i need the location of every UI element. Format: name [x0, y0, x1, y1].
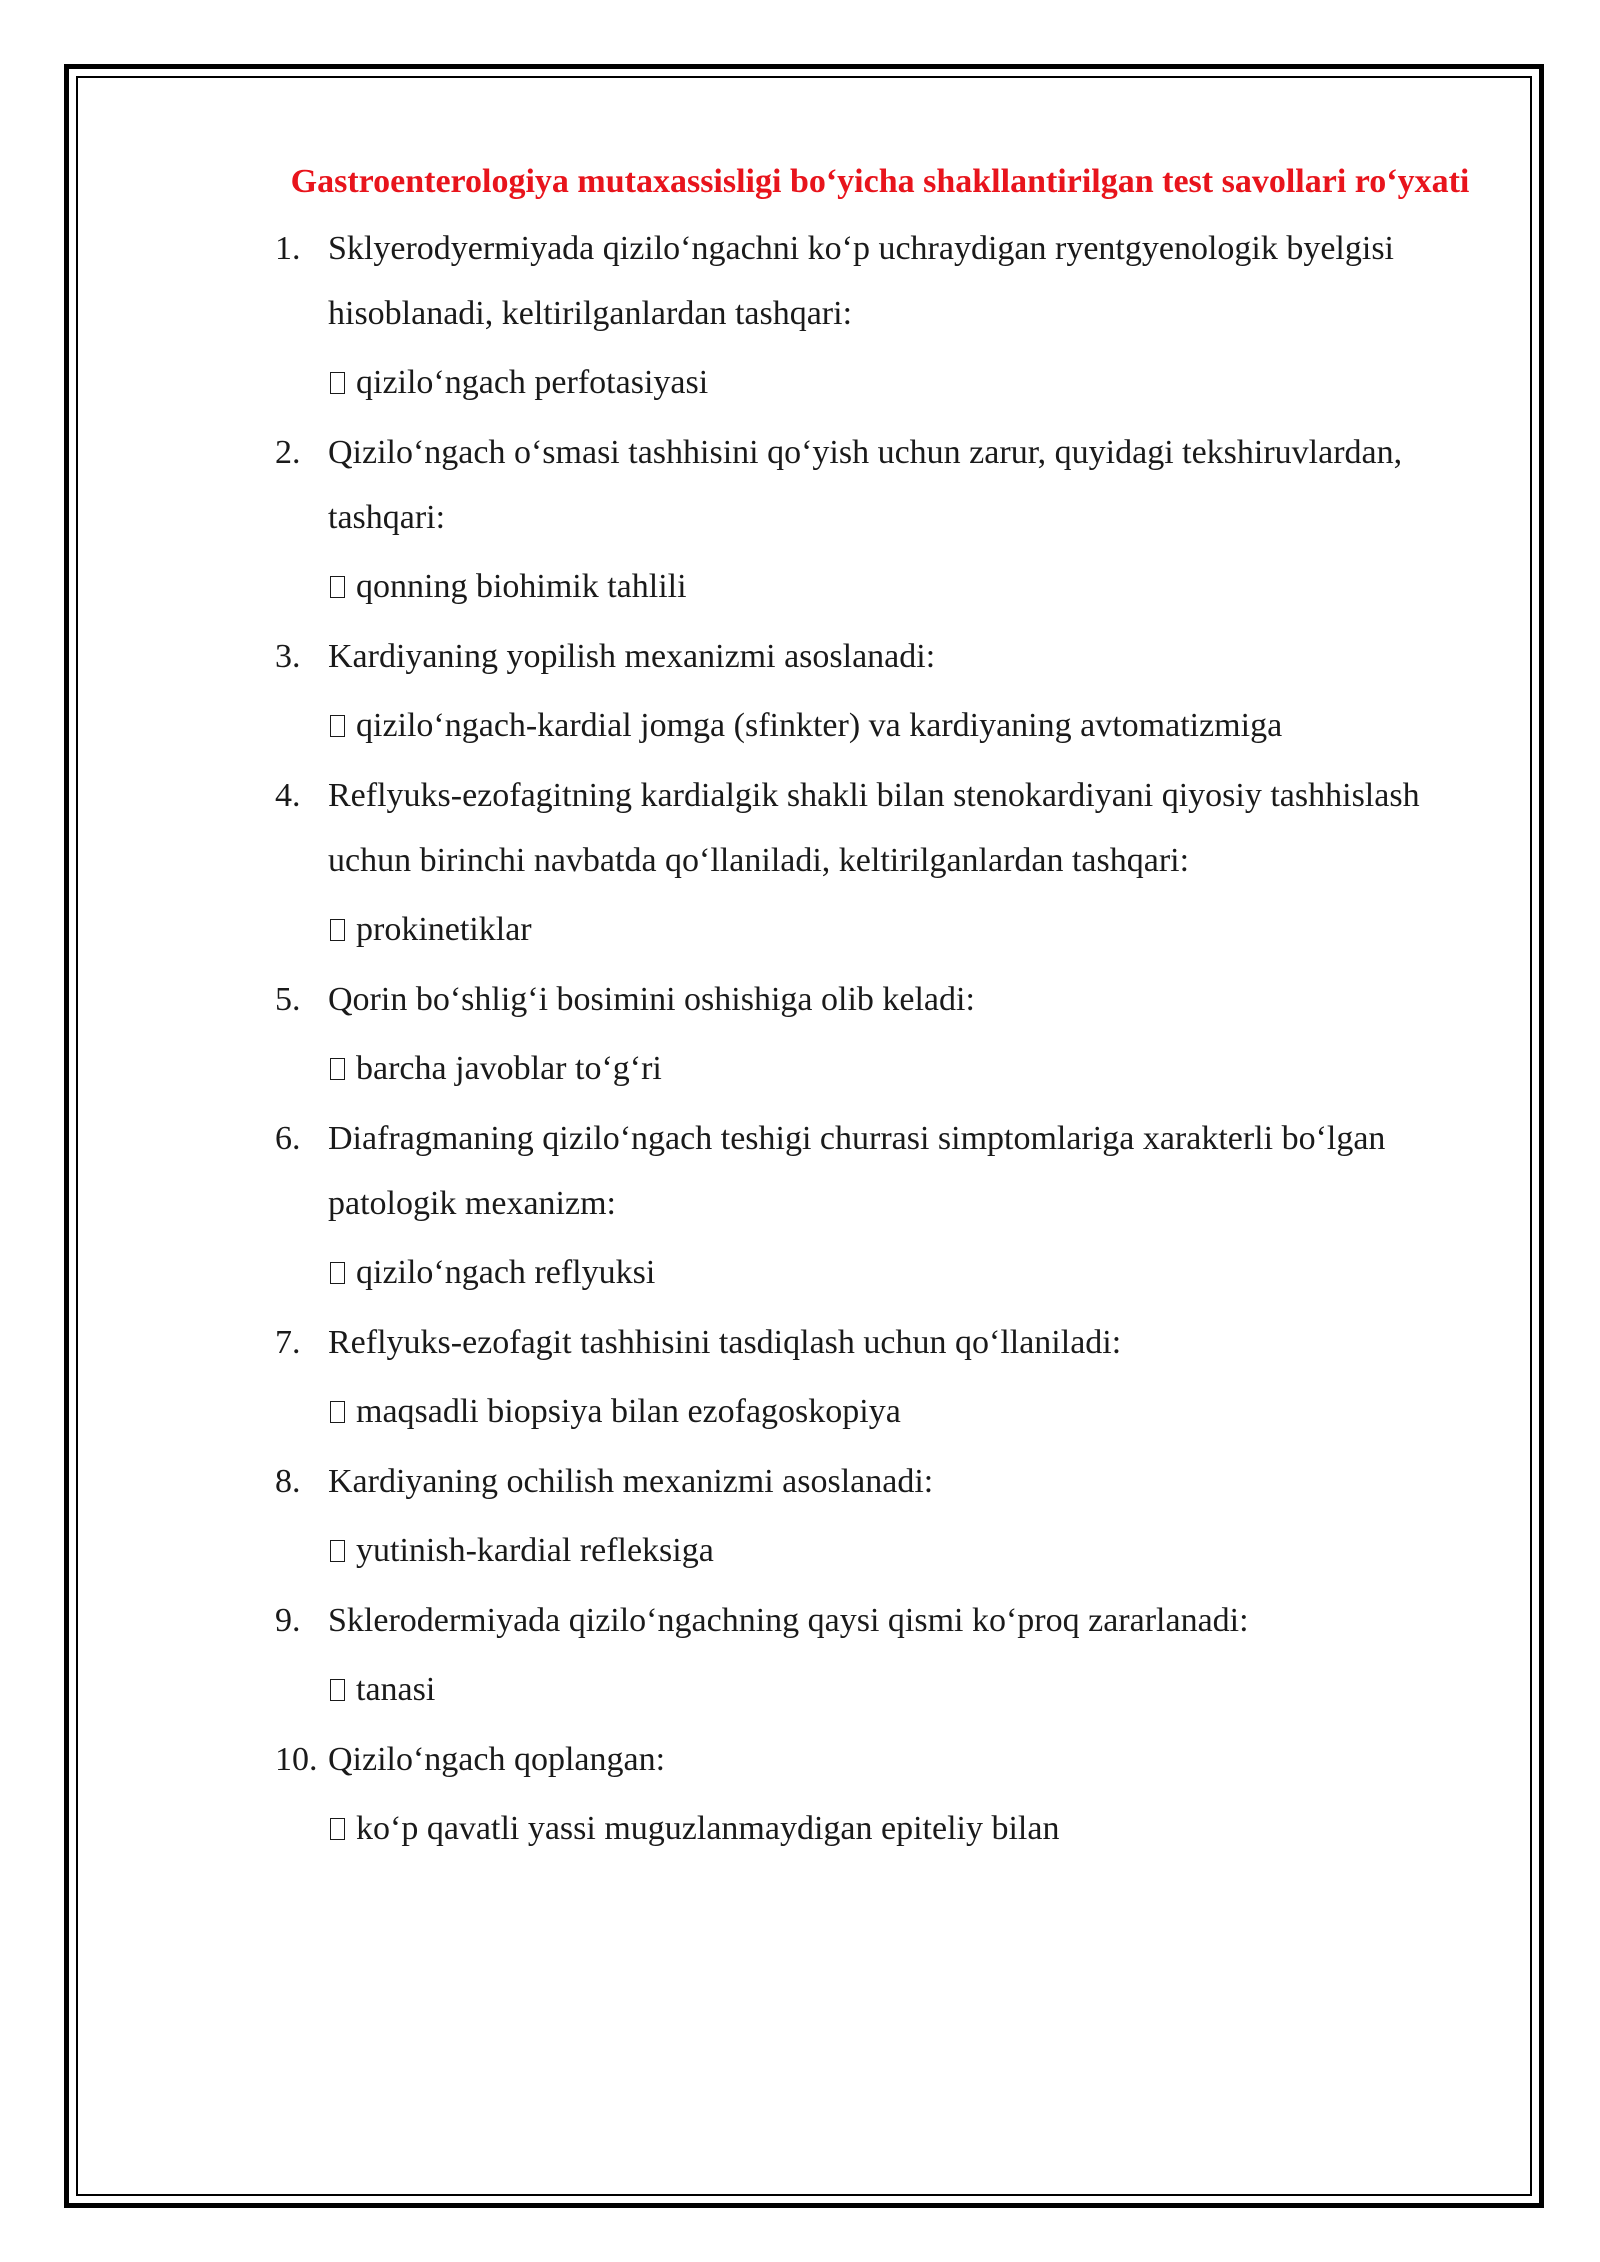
answer-option — [328, 1653, 1485, 1727]
answer-box-icon — [330, 1058, 345, 1080]
answer-text: qonning biohimik tahlili — [356, 568, 687, 605]
answer-text: barcha javoblar to‘g‘ri — [356, 1050, 662, 1087]
question-number: 2. — [275, 434, 301, 471]
question-number: 7. — [275, 1324, 301, 1361]
question-text: Diafragmaning qizilo‘ngach teshigi churrasi simptomlariga xarakterli bo‘lgan patologik mexanizm: — [328, 1120, 1386, 1222]
question-item — [275, 1106, 1485, 1310]
question-item — [275, 1727, 1485, 1866]
answer-box-icon — [330, 1540, 345, 1562]
answer-box-icon — [330, 919, 345, 941]
question-item — [275, 1449, 1485, 1588]
answer-text: qizilo‘ngach perfotasiyasi — [356, 364, 709, 401]
question-item — [275, 1310, 1485, 1449]
answer-option — [328, 1514, 1485, 1588]
question-number: 10. — [275, 1741, 318, 1778]
answer-box-icon — [330, 1679, 345, 1701]
question-text: Qizilo‘ngach o‘smasi tashhisini qo‘yish uchun zarur, quyidagi tekshiruvlardan, tashqari: — [328, 434, 1403, 536]
question-text: Reflyuks-ezofagitning kardialgik shakli bilan stenokardiyani qiyosiy tashhislash uchun birinchi navbatda qo‘llaniladi, keltirilganlardan tashqari: — [328, 777, 1420, 879]
answer-option — [328, 893, 1485, 967]
question-item — [275, 624, 1485, 763]
question-text: Qorin bo‘shlig‘i bosimini oshishiga olib keladi: — [328, 981, 975, 1018]
answer-box-icon — [330, 372, 345, 394]
answer-text: maqsadli biopsiya bilan ezofagoskopiya — [356, 1393, 901, 1430]
question-number: 6. — [275, 1120, 301, 1157]
answer-text: ko‘p qavatli yassi muguzlanmaydigan epiteliy bilan — [356, 1810, 1060, 1847]
document-body — [275, 150, 1485, 1866]
answer-text: tanasi — [356, 1671, 436, 1708]
question-text: Sklyerodyermiyada qizilo‘ngachni ko‘p uchraydigan ryentgyenologik byelgisi hisoblanadi, keltirilganlardan tashqari: — [328, 230, 1395, 332]
question-item — [275, 1588, 1485, 1727]
question-text: Reflyuks-ezofagit tashhisini tasdiqlash uchun qo‘llaniladi: — [328, 1324, 1122, 1361]
answer-text: prokinetiklar — [356, 911, 532, 948]
question-number: 4. — [275, 777, 301, 814]
answer-option — [328, 346, 1485, 420]
question-number: 3. — [275, 638, 301, 675]
answer-text: yutinish-kardial refleksiga — [356, 1532, 714, 1569]
question-text: Sklerodermiyada qizilo‘ngachning qaysi qismi ko‘proq zararlanadi: — [328, 1602, 1249, 1639]
document-title: Gastroenterologiya mutaxassisligi bo‘yicha shakllantirilgan test savollari ro‘yxati — [290, 163, 1470, 200]
answer-option — [328, 1792, 1485, 1866]
answer-box-icon — [330, 1401, 345, 1423]
answer-box-icon — [330, 1818, 345, 1840]
question-item — [275, 763, 1485, 967]
answer-text: qizilo‘ngach-kardial jomga (sfinkter) va kardiyaning avtomatizmiga — [356, 707, 1283, 744]
question-list — [275, 216, 1485, 1866]
answer-box-icon — [330, 715, 345, 737]
question-number: 1. — [275, 230, 301, 267]
answer-option — [328, 550, 1485, 624]
answer-option — [328, 1375, 1485, 1449]
answer-option — [328, 1236, 1485, 1310]
answer-option — [328, 689, 1485, 763]
question-item — [275, 967, 1485, 1106]
question-number: 9. — [275, 1602, 301, 1639]
question-text: Kardiyaning ochilish mexanizmi asoslanadi: — [328, 1463, 934, 1500]
answer-box-icon — [330, 1262, 345, 1284]
question-item — [275, 420, 1485, 624]
question-text: Kardiyaning yopilish mexanizmi asoslanadi: — [328, 638, 936, 675]
question-item — [275, 216, 1485, 420]
answer-box-icon — [330, 576, 345, 598]
question-number: 5. — [275, 981, 301, 1018]
question-number: 8. — [275, 1463, 301, 1500]
answer-option — [328, 1032, 1485, 1106]
question-text: Qizilo‘ngach qoplangan: — [328, 1741, 666, 1778]
answer-text: qizilo‘ngach reflyuksi — [356, 1254, 656, 1291]
